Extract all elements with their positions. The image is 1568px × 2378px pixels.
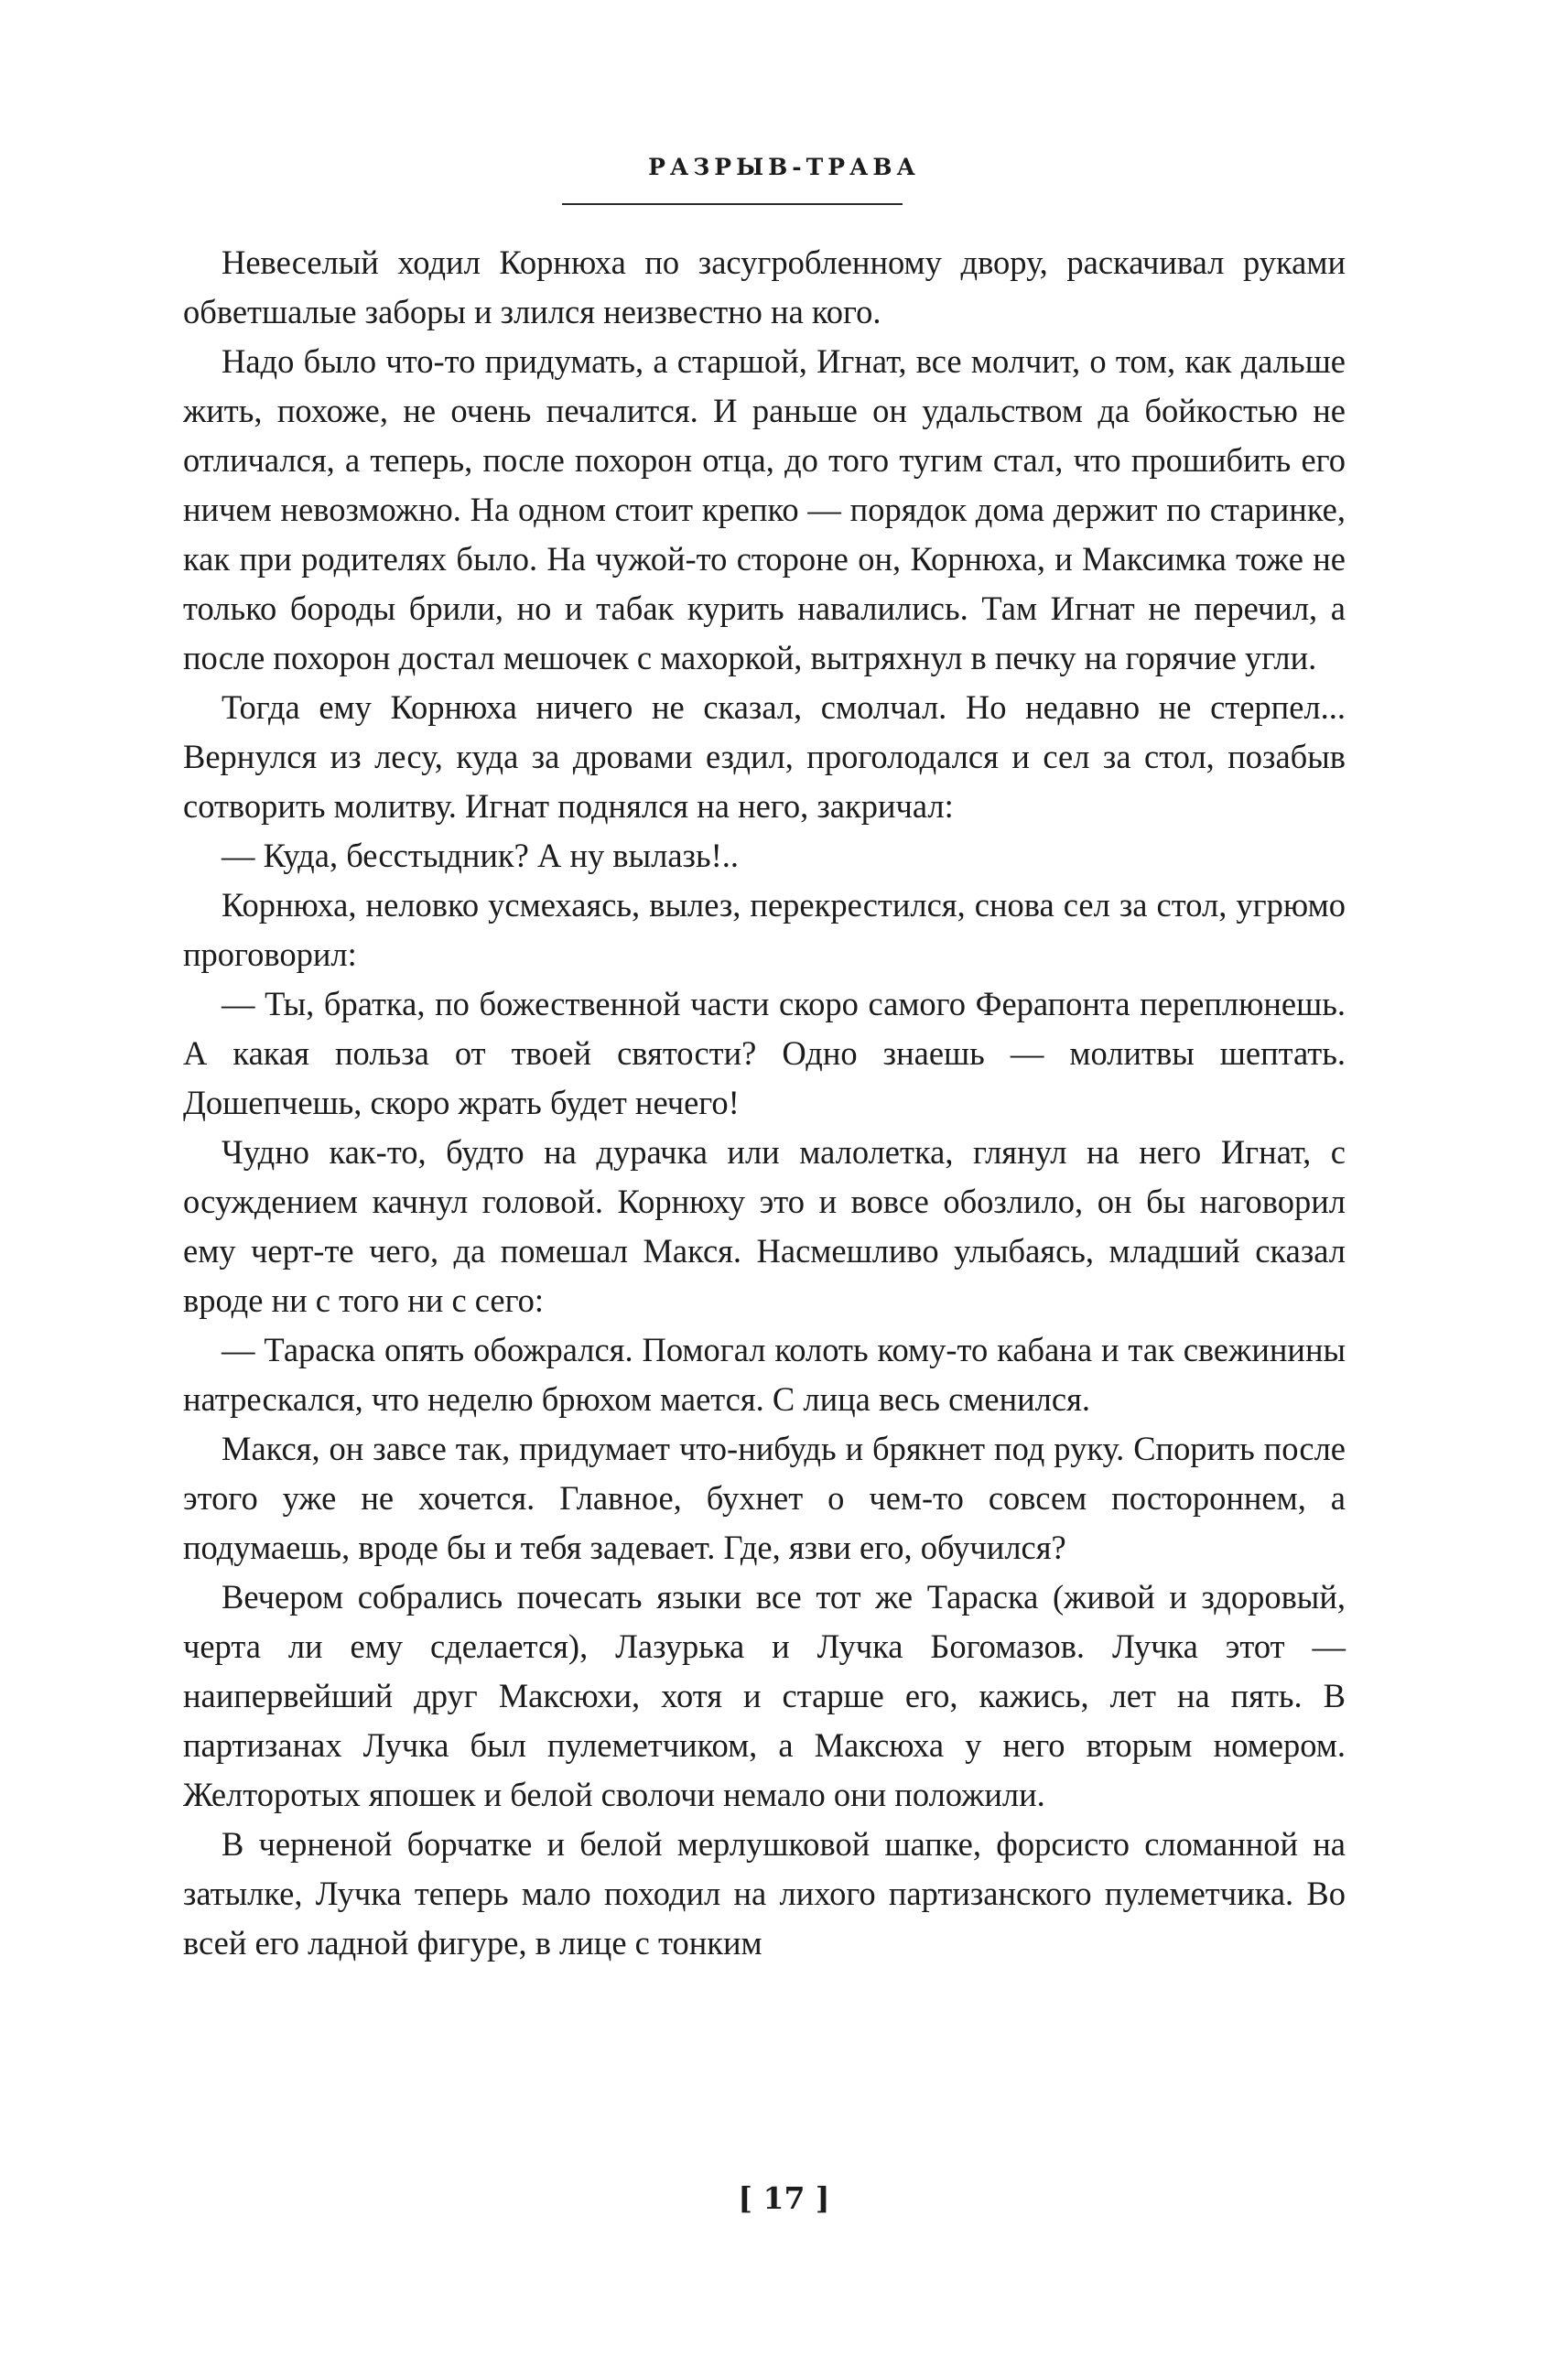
paragraph: Надо было что-то придумать, а старшой, Игнат, все молчит, о том, как дальше жить, похоже, не очень печалится. И раньше он удальством да бойкостью не отличался, а теперь, после похорон отца, до того тугим стал, что прошибить его ничем невозможно. На одном стоит крепко — порядок дома держит по старинке, как при родителях было. На чужой-то стороне он, Корнюха, и Максимка тоже не только бороды брили, но и табак курить навалились. Там Игнат не перечил, а после похорон достал мешочек с махоркой, вытряхнул в печку на горячие угли.: [183, 342, 1346, 676]
paragraph: Тогда ему Корнюха ничего не сказал, смолчал. Но недавно не стерпел... Вернулся из лесу, куда за дровами ездил, проголодался и сел за стол, позабыв сотворить молитву. Игнат поднялся на него, закричал:: [183, 688, 1346, 825]
body-text: [183, 238, 1346, 1968]
paragraph: Макся, он завсе так, придумает что-нибудь и брякнет под руку. Спорить после этого уже не хочется. Главное, бухнет о чем-то совсем постороннем, а подумаешь, вроде бы и тебя задевает. Где, язви его, обучился?: [183, 1430, 1346, 1566]
paragraph: Вечером собрались почесать языки все тот же Тараска (живой и здоровый, черта ли ему сделается), Лазурька и Лучка Богомазов. Лучка этот — наипервейший друг Максюхи, хотя и старше его, кажись, лет на пять. В партизанах Лучка был пулеметчиком, а Максюха у него вторым номером. Желторотых япошек и белой сволочи немало они положили.: [183, 1578, 1346, 1813]
page-number: [ 17 ]: [738, 2180, 830, 2216]
running-head-rule: [562, 203, 903, 205]
paragraph: Корнюха, неловко усмехаясь, вылез, перекрестился, снова сел за стол, угрюмо проговорил:: [183, 886, 1346, 973]
paragraph: Невеселый ходил Корнюха по засугробленному двору, раскачивал руками обветшалые заборы и злился неизвестно на кого.: [183, 243, 1346, 330]
paragraph: В черненой борчатке и белой мерлушковой шапке, форсисто сломанной на затылке, Лучка теперь мало походил на лихого партизанского пулеметчика. Во всей его ладной фигуре, в лице с тонким: [183, 1825, 1346, 1962]
dialogue-line: — Ты, братка, по божественной части скоро самого Ферапонта переплюнешь. А какая польза от твоей святости? Одно знаешь — молитвы шептать. Дошепчешь, скоро жрать будет нечего!: [183, 985, 1346, 1121]
running-head-title: РАЗРЫВ-ТРАВА: [648, 154, 920, 180]
dialogue-line: — Куда, бесстыдник? А ну вылазь!..: [222, 837, 740, 874]
paragraph: Чудно как-то, будто на дурачка или малолетка, глянул на него Игнат, с осуждением качнул головой. Корнюху это и вовсе обозлило, он бы наговорил ему черт-те чего, да помешал Макся. Насмешливо улыбаясь, младший сказал вроде ни с того ни с сего:: [183, 1133, 1346, 1319]
dialogue-line: — Тараска опять обожрался. Помогал колоть кому-то кабана и так свежинины натрескался, что неделю брюхом мается. С лица весь сменился.: [183, 1331, 1346, 1418]
